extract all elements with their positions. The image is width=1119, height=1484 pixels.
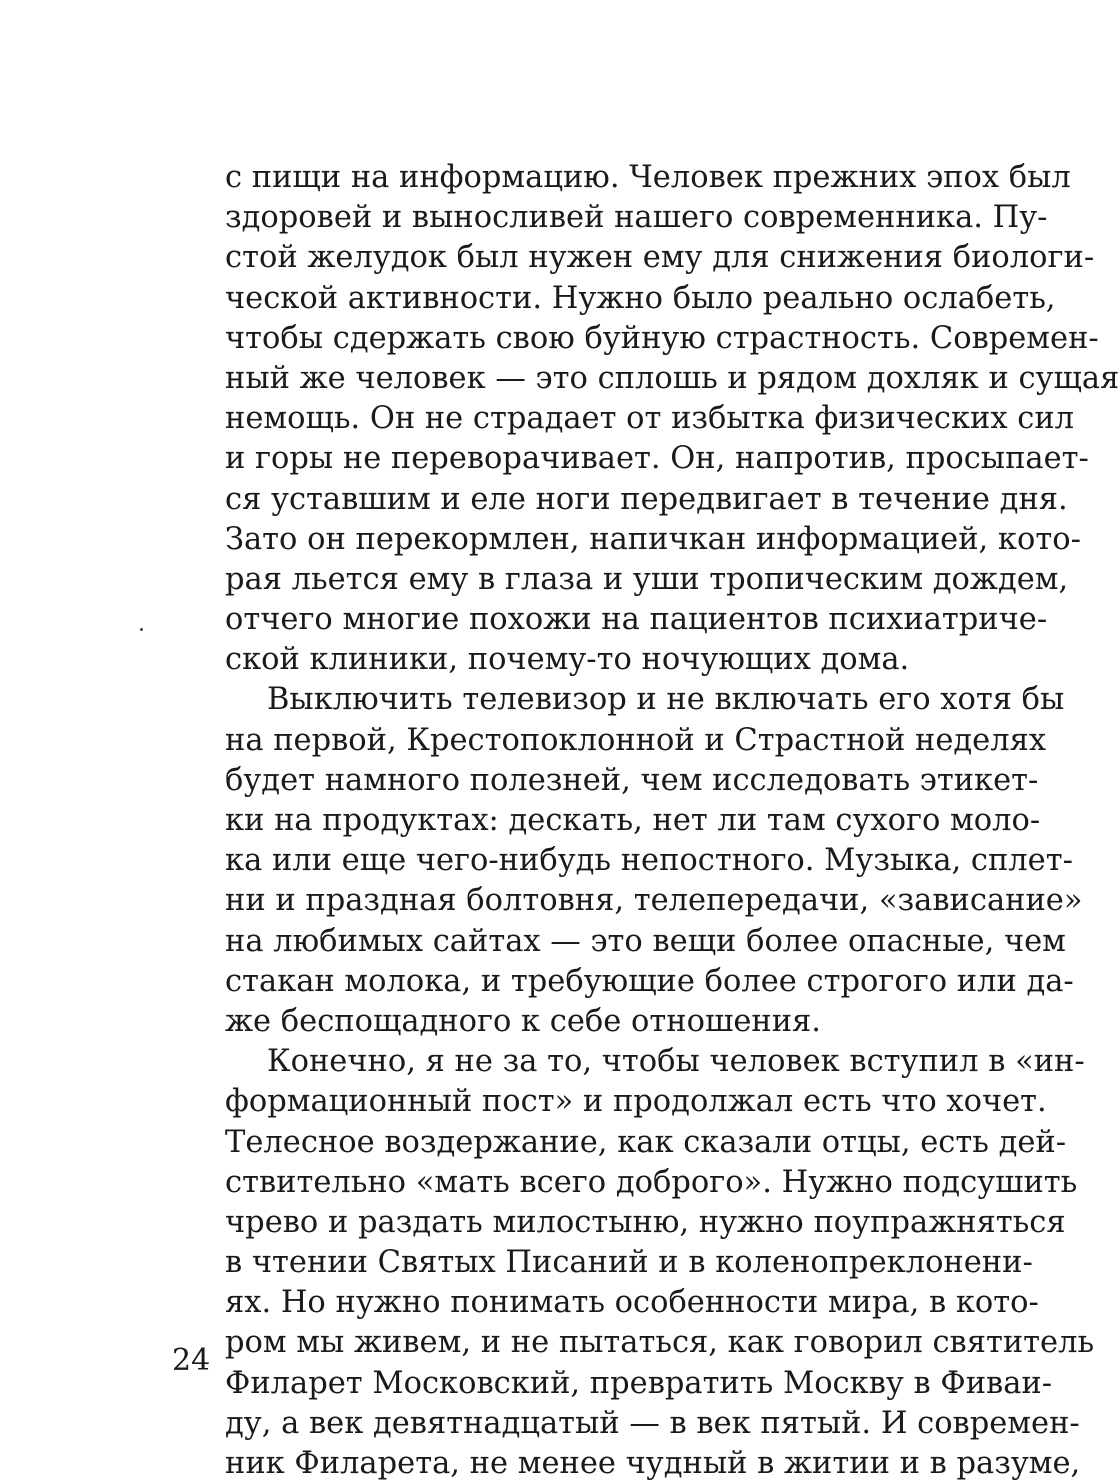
text-line: ром мы живем, и не пытаться, как говорил святитель [225,1325,1095,1361]
text-line: Зато он перекормлен, напичкан информацией, кото- [225,521,1081,557]
text-line: стакан молока, и требующие более строгого или да- [225,963,1074,999]
text-line: немощь. Он не страдает от избытка физических сил [225,401,1075,437]
text-line: здоровей и выносливей нашего современника. Пу- [225,200,1048,236]
text-line: с пищи на информацию. Человек прежних эпох был [225,160,1071,195]
text-line: ни и праздная болтовня, телепередачи, «зависание» [225,883,1083,919]
text-line: ки на продуктах: дескать, нет ли там сухого моло- [225,803,1041,838]
text-line: чтобы сдержать свою буйную страстность. Современ- [225,320,1099,356]
text-line: отчего многие похожи на пациентов психиатриче- [225,602,1048,638]
text-line: ской клиники, почему-то ночующих дома. [225,642,910,678]
text-line: на первой, Крестопоклонной и Страстной неделях [225,722,1047,758]
text-line: и горы не переворачивает. Он, напротив, просыпает- [225,441,1089,477]
text-line: же беспощадного к себе отношения. [225,1003,821,1039]
text-line: стой желудок был нужен ему для снижения биологи- [225,240,1095,276]
text-line: Выключить телевизор и не включать его хотя бы [267,682,1065,718]
page-number: 24 [172,1343,211,1378]
text-line: Филарет Московский, превратить Москву в Фиваи- [225,1365,1053,1401]
text-line: чрево и раздать милостыню, нужно поупражняться [225,1204,1066,1240]
text-line: ду, а век девятнадцатый — в век пятый. И современ- [225,1405,1080,1441]
text-line: ный же человек — это сплошь и рядом дохляк и сущая [225,360,1119,396]
text-line: ствительно «мать всего доброго». Нужно подсушить [225,1164,1078,1200]
text-line: в чтении Святых Писаний и в коленопреклонени- [225,1245,1033,1281]
text-line: Конечно, я не за то, чтобы человек вступил в «ин- [267,1044,1085,1080]
text-line: будет намного полезней, чем исследовать этикет- [225,762,1039,798]
text-line: ник Филарета, не менее чудный в житии и в разуме, [225,1446,1081,1481]
print-speck [140,628,143,631]
text-line: рая льется ему в глаза и уши тропическим дождем, [225,561,1069,597]
text-line: Телесное воздержание, как сказали отцы, есть дей- [225,1124,1067,1160]
text-line: ся уставшим и еле ноги передвигает в течение дня. [225,481,1068,517]
text-line: ка или еще чего-нибудь непостного. Музыка, сплет- [225,843,1073,879]
text-line: ческой активности. Нужно было реально ослабеть, [225,280,1056,316]
text-line: ях. Но нужно понимать особенности мира, в кото- [225,1285,1039,1321]
text-line: на любимых сайтах — это вещи более опасные, чем [225,923,1066,959]
body-text [225,158,1119,1484]
text-line: формационный пост» и продолжал есть что хочет. [225,1084,1047,1120]
